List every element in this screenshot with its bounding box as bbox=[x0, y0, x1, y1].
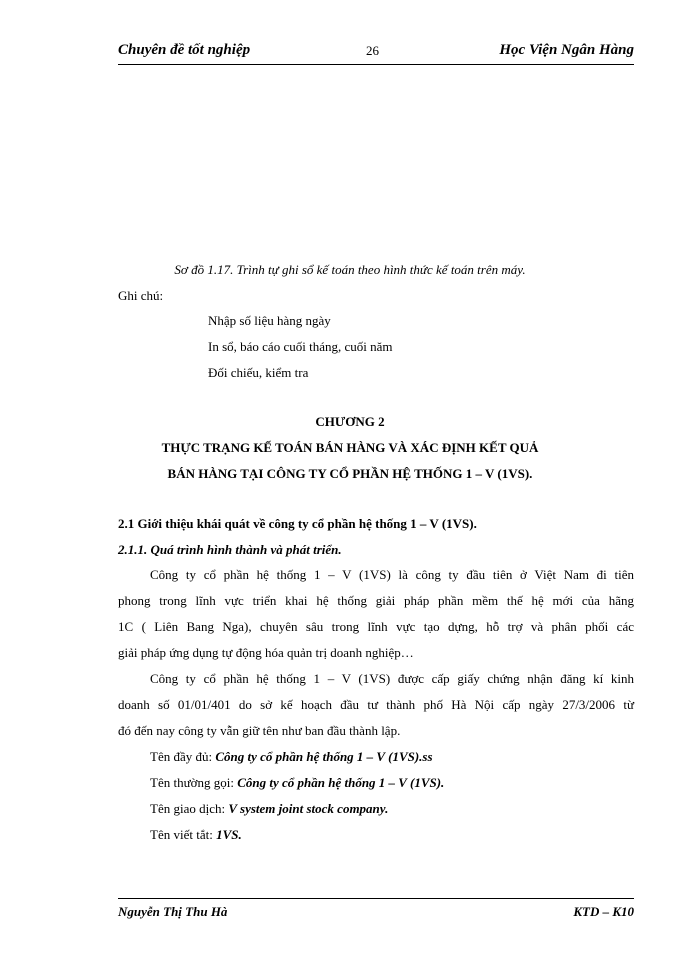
paragraph-2-line-1: Công ty cổ phần hệ thống 1 – V (1VS) được cấp giấy chứng nhận đăng kí kinh bbox=[150, 671, 634, 686]
paragraph-1-line-4: giải pháp ứng dụng tự động hóa quản trị doanh nghiệp… bbox=[118, 645, 414, 660]
chapter-title-line-2: BÁN HÀNG TẠI CÔNG TY CỔ PHẦN HỆ THỐNG 1 – V (1VS). bbox=[167, 466, 533, 481]
short-name-line bbox=[150, 827, 634, 843]
common-name-line bbox=[150, 775, 634, 791]
paragraph-2-line-3: đó đến nay công ty vẫn giữ tên như ban đầu thành lập. bbox=[118, 723, 401, 738]
short-name-value: 1VS. bbox=[216, 827, 242, 842]
header-divider bbox=[118, 64, 634, 65]
page-number: 26 bbox=[366, 43, 379, 58]
legend-item-reconcile: Đối chiếu, kiểm tra bbox=[208, 365, 309, 380]
footer-class: KTD – K10 bbox=[573, 904, 634, 919]
subsection-heading: 2.1.1. Quá trình hình thành và phát triển. bbox=[118, 542, 342, 557]
page-header bbox=[118, 42, 634, 64]
paragraph-1-line-1: Công ty cổ phần hệ thống 1 – V (1VS) là công ty đầu tiên ở Việt Nam đi tiên bbox=[150, 567, 634, 582]
footer-author: Nguyễn Thị Thu Hà bbox=[118, 904, 228, 919]
legend-item-print-reports: In sổ, báo cáo cuối tháng, cuối năm bbox=[208, 339, 393, 354]
section-heading: 2.1 Giới thiệu khái quát về công ty cổ phần hệ thống 1 – V (1VS). bbox=[118, 516, 477, 531]
chapter-number: CHƯƠNG 2 bbox=[315, 414, 385, 429]
header-institution: Học Viện Ngân Hàng bbox=[499, 42, 634, 58]
legend-title: Ghi chú: bbox=[118, 288, 164, 303]
trade-name-label: Tên giao dịch: bbox=[150, 801, 229, 816]
legend-item-daily-input: Nhập số liệu hàng ngày bbox=[208, 313, 331, 328]
full-name-value: Công ty cổ phần hệ thống 1 – V (1VS).ss bbox=[215, 749, 433, 764]
common-name-label: Tên thường gọi: bbox=[150, 775, 238, 790]
footer-divider bbox=[118, 898, 634, 899]
short-name-label: Tên viết tắt: bbox=[150, 827, 217, 842]
paragraph-1-line-2: phong trong lĩnh vực triển khai hệ thống giải pháp phần mềm thế hệ mới của hãng bbox=[118, 593, 634, 608]
trade-name-line bbox=[150, 801, 634, 817]
paragraph-1-line-3: 1C ( Liên Bang Nga), chuyên sâu trong lĩnh vực tạo dựng, hỗ trợ và phân phối các bbox=[118, 619, 634, 634]
trade-name-value: V system joint stock company. bbox=[228, 801, 389, 816]
paragraph-2-line-2: doanh số 01/01/401 do sở kế hoạch đầu tư thành phố Hà Nội cấp ngày 27/3/2006 từ bbox=[118, 697, 634, 712]
full-name-line bbox=[150, 749, 634, 765]
full-name-label: Tên đầy đủ: bbox=[150, 749, 216, 764]
common-name-value: Công ty cổ phần hệ thống 1 – V (1VS). bbox=[237, 775, 445, 790]
diagram-caption: Sơ đồ 1.17. Trình tự ghi sổ kế toán theo hình thức kế toán trên máy. bbox=[174, 262, 526, 277]
chapter-title-line-1: THỰC TRẠNG KẾ TOÁN BÁN HÀNG VÀ XÁC ĐỊNH KẾT QUẢ bbox=[161, 440, 539, 455]
header-thesis-title: Chuyên đề tốt nghiệp bbox=[118, 42, 251, 58]
